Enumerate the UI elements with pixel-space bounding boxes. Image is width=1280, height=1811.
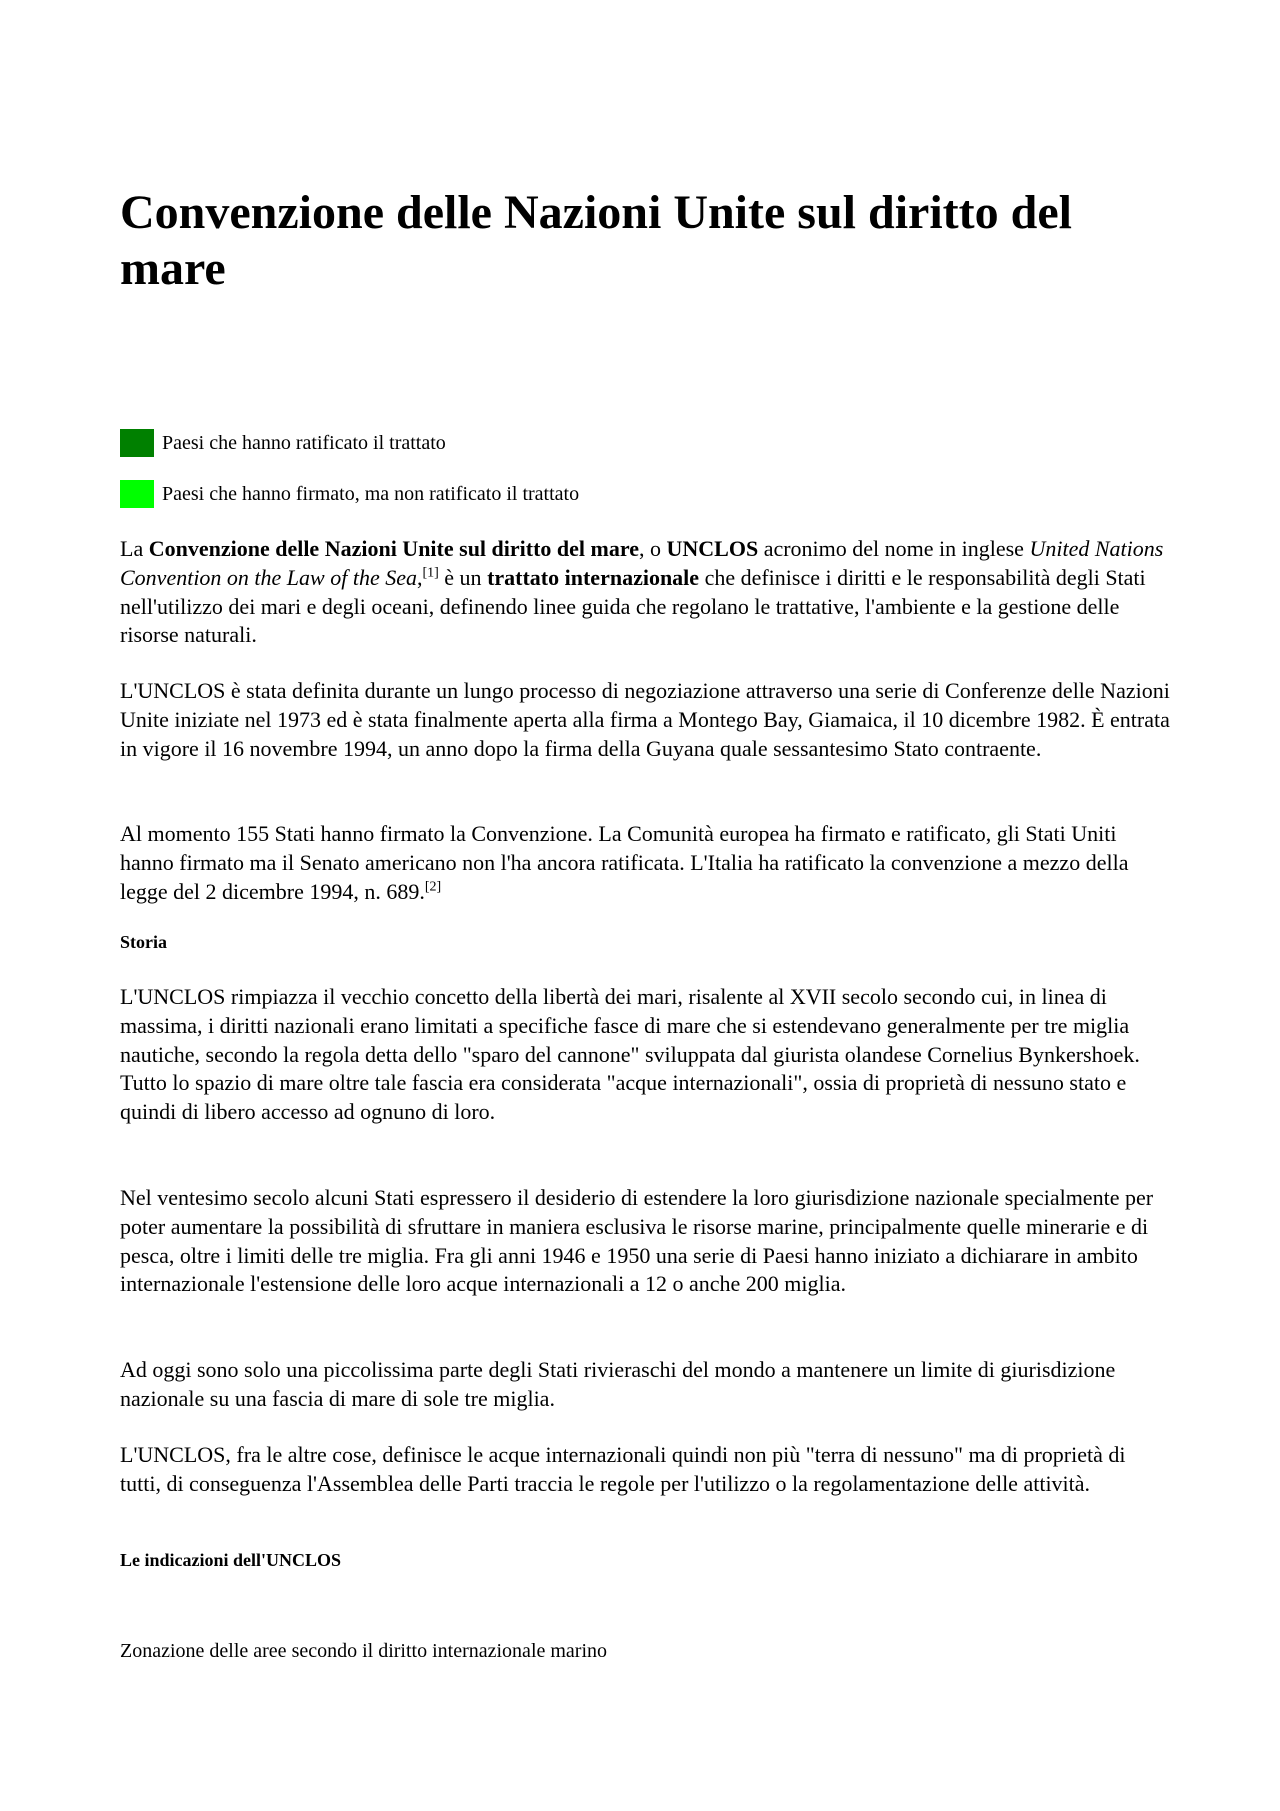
legend-item-signed	[120, 479, 579, 509]
intro-bold-treaty: trattato internazionale	[487, 564, 700, 590]
intro-text-1: La	[120, 536, 149, 561]
reference-link-2[interactable]: [2]	[424, 879, 442, 895]
section-heading-storia: Storia	[120, 932, 167, 952]
storia-paragraph-3: Ad oggi sono solo una piccolissima parte degli Stati rivieraschi del mondo a mantenere un limite di giurisdizione nazionale su una fascia di mare di sole tre miglia.	[120, 1357, 1116, 1411]
legend-label-signed: Paesi che hanno firmato, ma non ratificato il trattato	[162, 482, 580, 505]
signatories-paragraph	[120, 820, 1170, 906]
ratified-color-swatch	[120, 429, 154, 457]
legend-label-ratified: Paesi che hanno ratificato il trattato	[162, 431, 446, 454]
intro-text-4: ,	[416, 564, 423, 590]
storia-paragraph-1: L'UNCLOS rimpiazza il vecchio concetto della libertà dei mari, risalente al XVII secolo secondo cui, in linea di massima, i diritti nazionali erano limitati a specifiche fasce di mare che si estendevano generalmente per tre miglia nautiche, secondo la regola detta dello "sparo del cannone" sviluppata dal giurista olandese Cornelius Bynkershoek. Tutto lo spazio di mare oltre tale fascia era considerata "acque internazionali", ossia di proprietà di nessuno stato e quindi di libero accesso ad ognuno di loro.	[120, 984, 1140, 1125]
image-caption: Zonazione delle aree secondo il diritto internazionale marino	[120, 1640, 608, 1662]
intro-paragraph	[120, 535, 1170, 650]
intro-bold-acronym: UNCLOS	[666, 536, 759, 561]
page-title: Convenzione delle Nazioni Unite sul diritto del mare	[120, 186, 1072, 295]
storia-paragraph-2: Nel ventesimo secolo alcuni Stati espressero il desiderio di estendere la loro giurisdizione nazionale specialmente per poter aumentare la possibilità di sfruttare in maniera esclusiva le risorse marine, principalmente quelle minerarie e di pesca, oltre i limiti delle tre miglia. Fra gli anni 1946 e 1950 una serie di Paesi hanno iniziato a dichiarare in ambito internazionale l'estensione delle loro acque internazionali a 12 o anche 200 miglia.	[120, 1185, 1154, 1297]
storia-paragraph-4: L'UNCLOS, fra le altre cose, definisce le acque internazionali quindi non più "terra di nessuno" ma di proprietà di tutti, di conseguenza l'Assemblea delle Parti traccia le regole per l'utilizzo o la regolamentazione delle attività.	[120, 1442, 1126, 1496]
intro-bold-title: Convenzione delle Nazioni Unite sul diritto del mare	[148, 536, 639, 561]
history-negotiation-paragraph: L'UNCLOS è stata definita durante un lungo processo di negoziazione attraverso una serie di Conferenze delle Nazioni Unite iniziate nel 1973 ed è stata finalmente aperta alla firma a Montego Bay, Giamaica, il 10 dicembre 1982. È entrata in vigore il 16 novembre 1994, un anno dopo la firma della Guyana quale sessantesimo Stato contraente.	[120, 678, 1170, 761]
intro-text-2: , o	[639, 536, 667, 561]
signatories-text: Al momento 155 Stati hanno firmato la Convenzione. La Comunità europea ha firmato e ratificato, gli Stati Uniti hanno firmato ma il Senato americano non l'ha ancora ratificata. L'Italia ha ratificato la convenzione a mezzo della legge del 2 dicembre 1994, n. 689.	[120, 821, 1129, 904]
intro-text-6: che definisce i diritti e le responsabilità degli Stati nell'utilizzo dei mari e degli oceani, definendo linee guida che regolano le trattative, l'ambiente e la gestione delle risorse naturali.	[120, 564, 1146, 648]
intro-text-5: è un	[438, 564, 488, 590]
signed-color-swatch	[120, 480, 154, 508]
intro-text-3: acronimo del nome in inglese	[758, 536, 1030, 561]
reference-link-1[interactable]: [1]	[422, 565, 439, 581]
legend-item-ratified	[120, 428, 446, 458]
intro-italic-english-name: United Nations Convention on the Law of the Sea	[120, 536, 1164, 590]
section-heading-indicazioni: Le indicazioni dell'UNCLOS	[120, 1550, 342, 1570]
